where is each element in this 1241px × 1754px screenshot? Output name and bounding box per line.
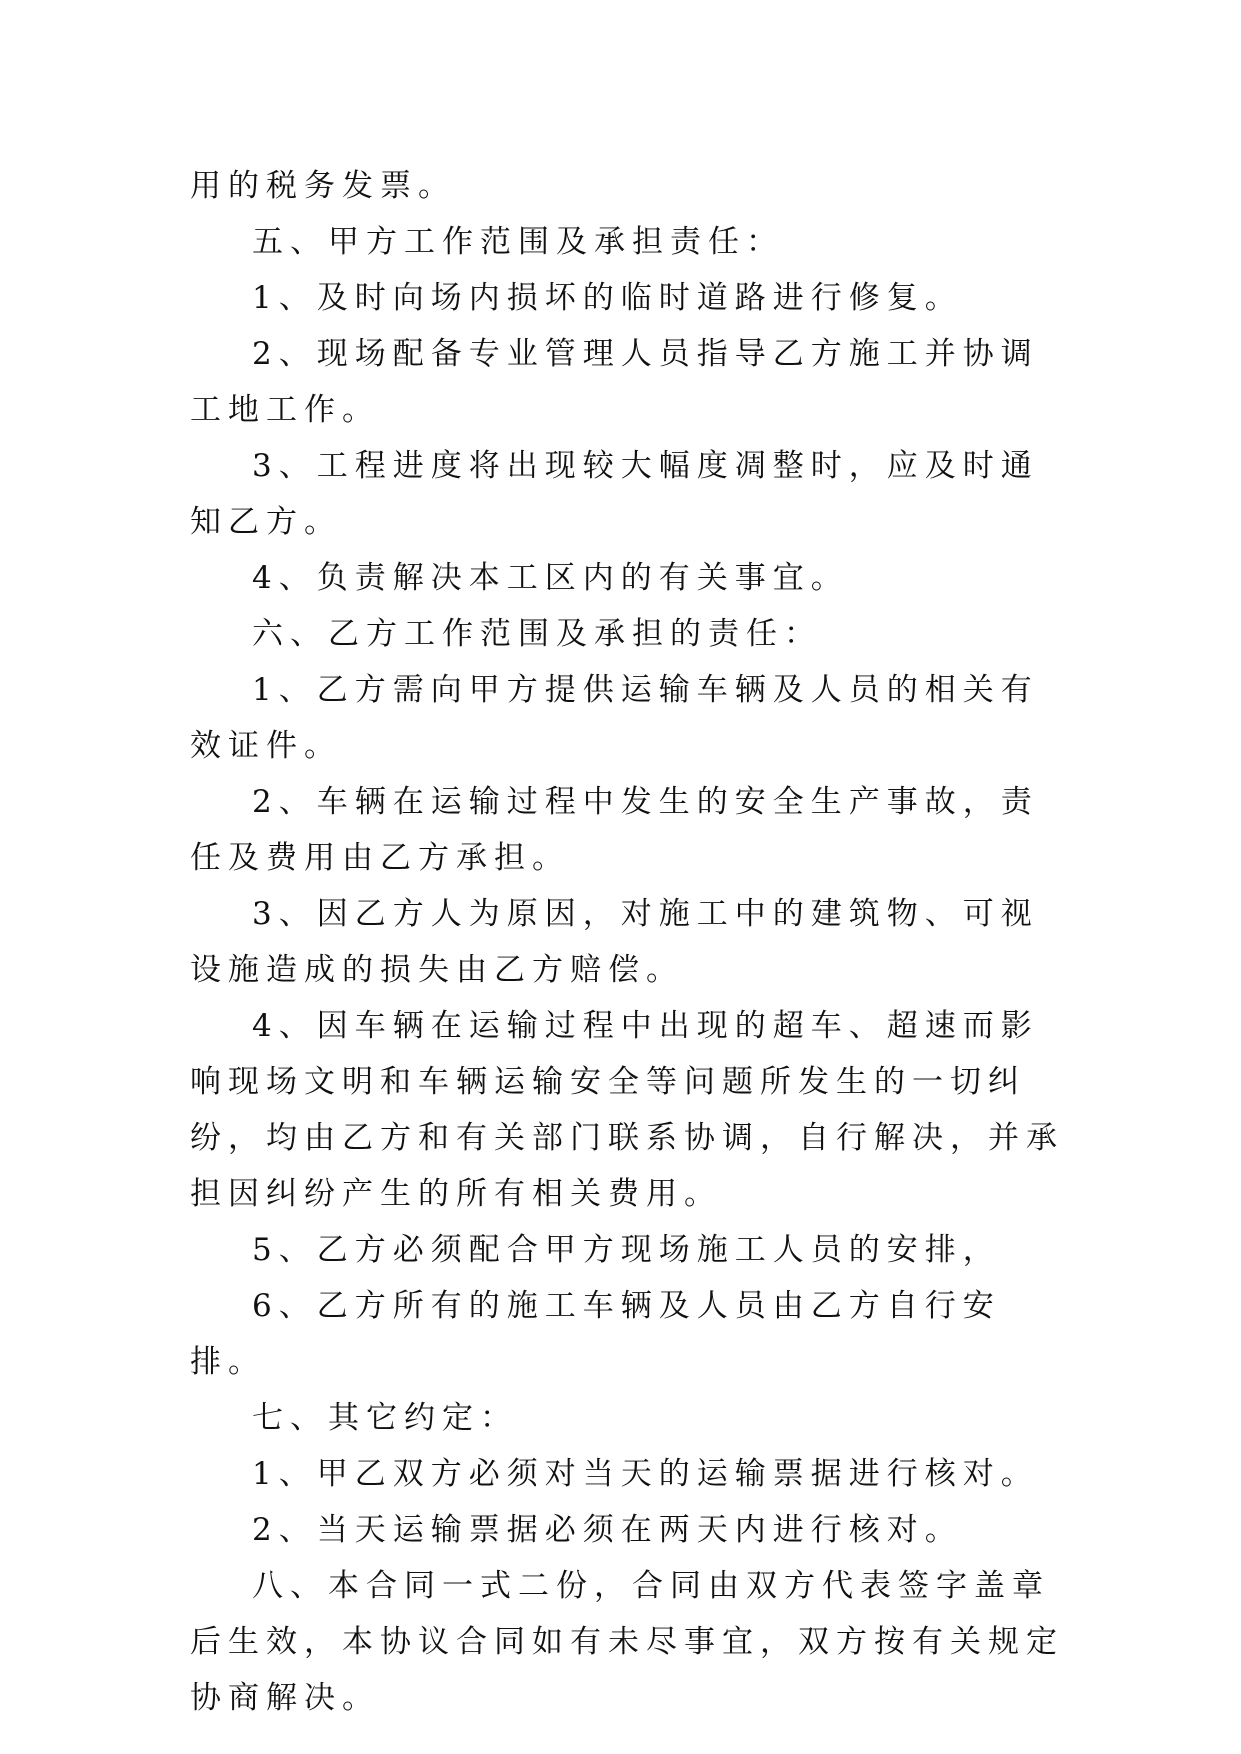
section-heading-6: 六、乙方工作范围及承担的责任： [252,616,822,652]
list-item: 2、车辆在运输过程中发生的安全生产事故，责任及费用由乙方承担。 [190,784,1039,876]
list-item: 3、因乙方人为原因，对施工中的建筑物、可视设施造成的损失由乙方赔偿。 [190,896,1039,988]
list-item: 3、工程进度将出现较大幅度凋整时，应及时通知乙方。 [190,448,1039,540]
list-item: 5、乙方必须配合甲方现场施工人员的安排， [252,1232,1001,1268]
list-item: 2、现场配备专业管理人员指导乙方施工并协调工地工作。 [190,336,1039,428]
document-body [190,158,1070,1726]
list-item: 1、乙方需向甲方提供运输车辆及人员的相关有效证件。 [190,672,1039,764]
list-item: 1、及时向场内损坏的临时道路进行修复。 [252,280,963,316]
paragraph: 用的税务发票。 [190,168,456,204]
section-heading-5: 五、甲方工作范围及承担责任： [252,224,784,260]
section-heading-7: 七、其它约定： [252,1400,518,1436]
list-item: 2、当天运输票据必须在两天内进行核对。 [252,1512,963,1548]
list-item: 1、甲乙双方必须对当天的运输票据进行核对。 [252,1456,1039,1492]
section-heading-8: 八、本合同一式二份，合同由双方代表签字盖章后生效，本协议合同如有未尽事宜，双方按有关规定协商解决。 [190,1568,1064,1716]
list-item: 4、因车辆在运输过程中出现的超车、超速而影响现场文明和车辆运输安全等问题所发生的一切纠纷，均由乙方和有关部门联系协调，自行解决，并承担因纠纷产生的所有相关费用。 [190,1008,1064,1212]
list-item: 4、负责解决本工区内的有关事宜。 [252,560,849,596]
list-item: 6、乙方所有的施工车辆及人员由乙方自行安排。 [190,1288,1001,1380]
